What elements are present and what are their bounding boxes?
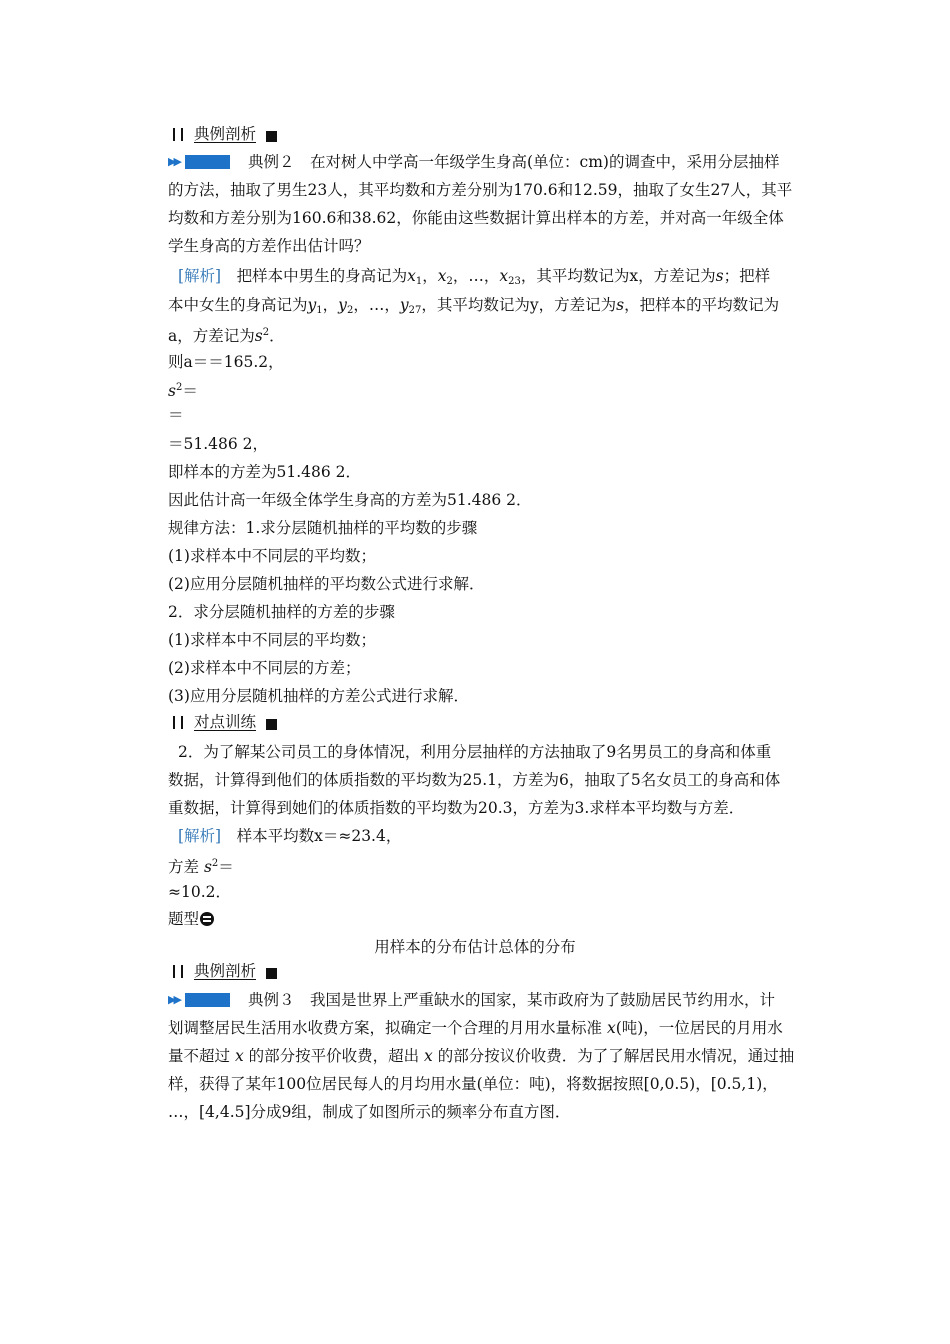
example2-line-1: 典例２ 在对树人中学高一年级学生身高(单位：cm)的调查中，采用分层抽样 (248, 153, 780, 171)
exercise2-solution-line-3: ≈10.2． (168, 883, 231, 901)
example3-line-4: 样，获得了某年100位居民每人的月均用水量(单位：吨)，将数据按照[0,0.5)，[0.5,1)， (168, 1075, 778, 1093)
square-icon (266, 719, 277, 730)
method-title-1: 规律方法：1.求分层随机抽样的平均数的步骤 (168, 519, 478, 537)
section-heading-example: 典例剖析 (168, 124, 277, 146)
exercise2-line-1: 2．为了解某公司员工的身体情况，利用分层抽样的方法抽取了9名男员工的身高和体重 (178, 743, 772, 761)
double-bar-icon (168, 127, 190, 141)
method-step-1-1: (1)求样本中不同层的平均数； (168, 547, 376, 565)
method-step-2-1: (1)求样本中不同层的平均数； (168, 631, 376, 649)
solution2-result-line: ＝51.486 2， (168, 435, 269, 453)
solution2-conclusion-2: 因此估计高一年级全体学生身高的方差为51.486 2． (168, 491, 532, 509)
solution-tag: [解析] (178, 267, 222, 285)
square-icon (266, 968, 277, 979)
example-badge-icon: ▶▶ (168, 155, 230, 169)
method-step-2-3: (3)应用分层随机抽样的方差公式进行求解． (168, 687, 469, 705)
section-heading-example-3: 典例剖析 (168, 961, 277, 983)
method-title-2: 2．求分层随机抽样的方差的步骤 (168, 603, 395, 621)
exercise2-line-2: 数据，计算得到他们的体质指数的平均数为25.1，方差为6，抽取了5名女员工的身高和体 (168, 771, 781, 789)
square-icon (266, 131, 277, 142)
double-bar-icon (168, 715, 190, 729)
solution2-equals-line: ＝ (168, 406, 184, 424)
topic-title: 用样本的分布估计总体的分布 (374, 938, 576, 956)
example2-line-2: 的方法，抽取了男生23人，其平均数和方差分别为170.6和12.59，抽取了女生27人，其平 (168, 181, 793, 199)
method-step-1-2: (2)应用分层随机抽样的平均数公式进行求解． (168, 575, 485, 593)
solution-tag: [解析] (178, 827, 222, 845)
example3-line-5: …，[4,4.5]分成9组，制成了如图所示的频率分布直方图． (168, 1103, 571, 1121)
solution2-line-1: [解析] 把样本中男生的身高记为$x_1$，$x_2$，…，$x_{23}$，其平均数记为x，方差记为s；把样 (178, 267, 771, 287)
method-step-2-2: (2)求样本中不同层的方差； (168, 659, 361, 677)
solution2-line-2: 本中女生的身高记为$y_1$，$y_2$，…，$y_{27}$，其平均数记为y，方差记为s，把样本的平均数记为 (168, 296, 780, 316)
solution2-mean-line: 则a＝＝165.2， (168, 353, 284, 371)
example3-line-2: 划调整居民生活用水收费方案，拟确定一个合理的月用水量标准 x(吨)，一位居民的月用水 (168, 1019, 783, 1037)
section-heading-practice: 对点训练 (168, 712, 277, 734)
example3-line-1: 典例３ 我国是世界上严重缺水的国家，某市政府为了鼓励居民节约用水，计 (248, 991, 776, 1009)
double-bar-icon (168, 964, 190, 978)
example2-line-4: 学生身高的方差作出估计吗？ (168, 237, 370, 255)
solution2-line-3: a，方差记为$s^2$． (168, 327, 285, 345)
topic-label: 题型 (168, 909, 214, 929)
topic-number-icon (200, 912, 214, 926)
example3-line-3: 量不超过 x 的部分按平价收费，超出 x 的部分按议价收费．为了了解居民用水情况，通过抽 (168, 1047, 795, 1065)
example2-line-3: 均数和方差分别为160.6和38.62，你能由这些数据计算出样本的方差，并对高一年级全体 (168, 209, 784, 227)
example-badge-icon: ▶▶ (168, 993, 230, 1007)
solution2-variance-label: $s^2=$ (168, 382, 198, 400)
exercise2-solution-line-1: [解析] 样本平均数x＝≈23.4， (178, 827, 402, 845)
exercise2-line-3: 重数据，计算得到她们的体质指数的平均数为20.3，方差为3.求样本平均数与方差． (168, 799, 745, 817)
exercise2-solution-line-2: 方差 $s^2=$ (168, 858, 234, 876)
solution2-conclusion-1: 即样本的方差为51.486 2． (168, 463, 362, 481)
